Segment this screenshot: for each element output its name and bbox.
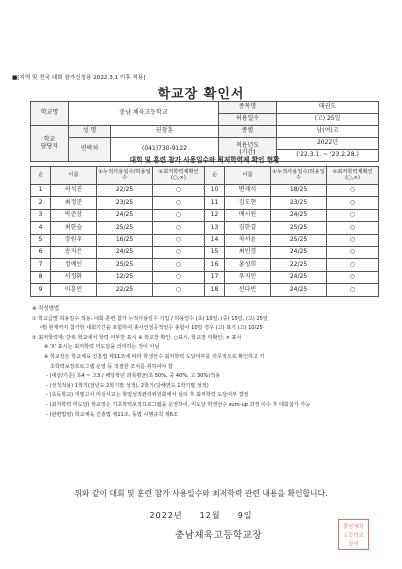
notes-head: ※ 작성방법 (32, 306, 60, 312)
cell-no: 10 (205, 185, 225, 197)
cell-no: 6 (31, 246, 51, 258)
confirm-statement: 위와 같이 대회 및 훈련 참가 사용일수와 최저학력 관련 내용을 확인합니다. (74, 489, 328, 498)
cell-min: ○ (153, 246, 205, 258)
notes-section (32, 305, 377, 420)
cell-min: ○ (327, 197, 379, 209)
cell-no: 1 (31, 185, 51, 197)
note-line: - (관련법령) 학교체육 진흥법 제11조, 동법 시행규칙 제6조 (46, 411, 178, 418)
cell-min: ○ (327, 259, 379, 271)
cell-name: 우지민 (225, 271, 271, 283)
allowed-label: 허용일수 (219, 114, 277, 126)
cell-min: ○ (153, 197, 205, 209)
cell-name: 차서윤 (225, 234, 271, 246)
note-line: - (대상/기준) 초4 ~ 고3 / 해당학년 과목평균(초 50%, 중 40%, 고 30%)적용 (46, 373, 221, 380)
col-used: ①누적사용일수/허용일수 (271, 167, 327, 185)
note-line: ① 학교급별 허용일수 적용: 대회 훈련 참가 누적사용일수 기입 / 허용일수 (초) 10일, (중) 15일, (고) 25일 (32, 315, 268, 322)
category-value: 남(여)고 (277, 126, 379, 138)
cell-no: 8 (31, 271, 51, 283)
table-row (31, 234, 379, 246)
cell-min: ○ (327, 234, 379, 246)
col-min: ②최저학력제확인(○,×) (327, 167, 379, 185)
cell-name: 홍성희 (225, 259, 271, 271)
cell-name: 최한슬 (51, 222, 97, 234)
school-label: 학교명 (31, 102, 69, 126)
cell-name: 배시원 (225, 209, 271, 221)
cell-used: 25/25 (97, 222, 153, 234)
cell-no: 12 (205, 209, 225, 221)
table-row (31, 209, 379, 221)
table-row (31, 185, 379, 197)
period-range: ('22.3.1. ~ '23.2.28.) (277, 150, 379, 162)
cell-min: ○ (153, 271, 205, 283)
col-name: 이름 (225, 167, 271, 185)
cell-used: 23/25 (97, 197, 153, 209)
cell-min: ○ (153, 234, 205, 246)
cell-used: 22/25 (97, 284, 153, 296)
date-month: 12월 (199, 511, 221, 520)
cell-min: ○ (153, 209, 205, 221)
allowed-value: (고) 25일 (277, 114, 379, 126)
date-day: 9일 (237, 511, 253, 520)
cell-no: 17 (205, 271, 225, 283)
cell-name: 허석진 (51, 185, 97, 197)
cell-used: 22/25 (97, 185, 153, 197)
cell-name: 변재석 (225, 185, 271, 197)
period-year: 2022년 (277, 138, 379, 150)
contact-label: 연락처 (69, 138, 111, 162)
cell-name: 선다빈 (225, 284, 271, 296)
col-name: 이름 (51, 167, 97, 185)
note-line: ② 최저학력제: 단위 학교에서 학력 여부만 표시 ※ 학교장 확인: ○표시, 학교장 미확인: × 표시 (32, 334, 242, 341)
info-table (30, 101, 379, 162)
cell-name: 김도현 (225, 197, 271, 209)
note-line: - (초등학교) 지필고사 미실시교는 학업성적관리위원회에서 심의 후 최저학력 도달여부 결정 (46, 392, 249, 399)
cell-name: 장원우 (51, 234, 97, 246)
cell-used: 24/25 (271, 209, 327, 221)
name-value: 권창훈 (111, 126, 219, 138)
period-label: 적용년도 (기간) (219, 138, 277, 162)
cell-min: ○ (327, 246, 379, 258)
page-title: 학교장 확인서 (157, 87, 245, 102)
cell-no: 14 (205, 234, 225, 246)
name-label: 성 명 (69, 126, 111, 138)
note-line: 에) 현재까지 참가한 대회기간을 포함하여 총사인정공적일수 총합이 10일 경우 (고) 표기 (고) 10/25 (40, 325, 263, 332)
note-line: - (성적적용) 1학기(전년도 2학기말 성적), 2학기(당해연도 1학기말 성적) (46, 382, 209, 389)
category-label: 종별 (219, 126, 277, 138)
cell-no: 16 (205, 259, 225, 271)
cell-min: ○ (153, 284, 205, 296)
school-name: 충남 체육고등학교 (69, 102, 219, 126)
cell-used: 25/25 (271, 222, 327, 234)
seal-line: 충남체육 (342, 524, 365, 530)
cell-min: ○ (327, 209, 379, 221)
cell-no: 7 (31, 259, 51, 271)
cell-no: 11 (205, 197, 225, 209)
table-row (31, 222, 379, 234)
cell-min: ○ (327, 271, 379, 283)
col-no: 순 (205, 167, 225, 185)
table-row (31, 197, 379, 209)
cell-min: ○ (327, 222, 379, 234)
cell-used: 23/25 (271, 197, 327, 209)
table-row (31, 284, 379, 296)
cell-used: 25/25 (271, 234, 327, 246)
note-line: ※ 'X' 표시는 최저학력 미도달을 의미하는 것이 아님 (44, 344, 160, 351)
cell-used: 24/25 (271, 271, 327, 283)
table-row (31, 271, 379, 283)
col-min: ②최저학력제확인(○,×) (153, 167, 205, 185)
cell-name: 최인경 (225, 246, 271, 258)
cell-min: ○ (153, 222, 205, 234)
cell-no: 13 (205, 222, 225, 234)
cell-no: 4 (31, 222, 51, 234)
cell-min: ○ (327, 185, 379, 197)
cell-used: 22/25 (271, 259, 327, 271)
cell-used: 24/25 (271, 246, 327, 258)
cell-used: 18/25 (271, 185, 327, 197)
header-note: ■[지역 및 전국 대회 참가신청용 2022.3.1 이후 적용] (12, 75, 146, 81)
cell-name: 서정화 (51, 271, 97, 283)
event-value: 태권도 (277, 102, 379, 114)
cell-used: 24/25 (97, 209, 153, 221)
table-row (31, 246, 379, 258)
cell-min: ○ (153, 185, 205, 197)
cell-used: 24/25 (97, 246, 153, 258)
cell-no: 15 (205, 246, 225, 258)
cell-name: 최정준 (51, 197, 97, 209)
cell-min: ○ (153, 259, 205, 271)
seal-line: 장인 (348, 542, 359, 548)
note-line: 초학력보장프로그램 운영 등 적절한 조치를 취하여야 함 (50, 363, 173, 370)
cell-no: 3 (31, 209, 51, 221)
cell-no: 5 (31, 234, 51, 246)
cell-no: 9 (31, 284, 51, 296)
status-table (30, 156, 379, 297)
cell-name: 정예인 (51, 259, 97, 271)
cell-min: ○ (327, 284, 379, 296)
signer-name: 충남체육고등학교장 (175, 530, 263, 541)
section-title: 대회 및 훈련 참가 사용일수와 최저학력제 확인 현황 (31, 156, 379, 167)
cell-name: 이훈민 (51, 284, 97, 296)
cell-name: 송지은 (51, 246, 97, 258)
cell-name: 김한결 (225, 222, 271, 234)
event-label: 종목명 (219, 102, 277, 114)
cell-no: 2 (31, 197, 51, 209)
cell-used: 12/25 (97, 271, 153, 283)
note-line: - (최저학력 미도달) 학교장은 기초학력보장프로그램을 운영하여, 미도달 학생선수 sum-up 과정 이수 후 대회참가 가능 (46, 401, 311, 408)
table-row (31, 259, 379, 271)
cell-used: 16/25 (97, 234, 153, 246)
manager-label: 학교 담당자 (31, 126, 69, 162)
col-no: 순 (31, 167, 51, 185)
note-line: ※ 학교장은 학교체육 진흥법 제11조에 따라 학생선수 최저학력 도달여부를 의무적으로 확인하고 기 (44, 353, 265, 360)
contact-value: (041)730-9122 (111, 138, 219, 162)
school-seal-stamp (338, 519, 369, 550)
cell-used: 25/25 (97, 259, 153, 271)
seal-line: 고등학교 (342, 533, 365, 539)
cell-no: 18 (205, 284, 225, 296)
date-year: 2022년 (149, 511, 183, 520)
cell-used: 24/25 (271, 284, 327, 296)
col-used: ①누적사용일수/허용일수 (97, 167, 153, 185)
cell-name: 박준상 (51, 209, 97, 221)
